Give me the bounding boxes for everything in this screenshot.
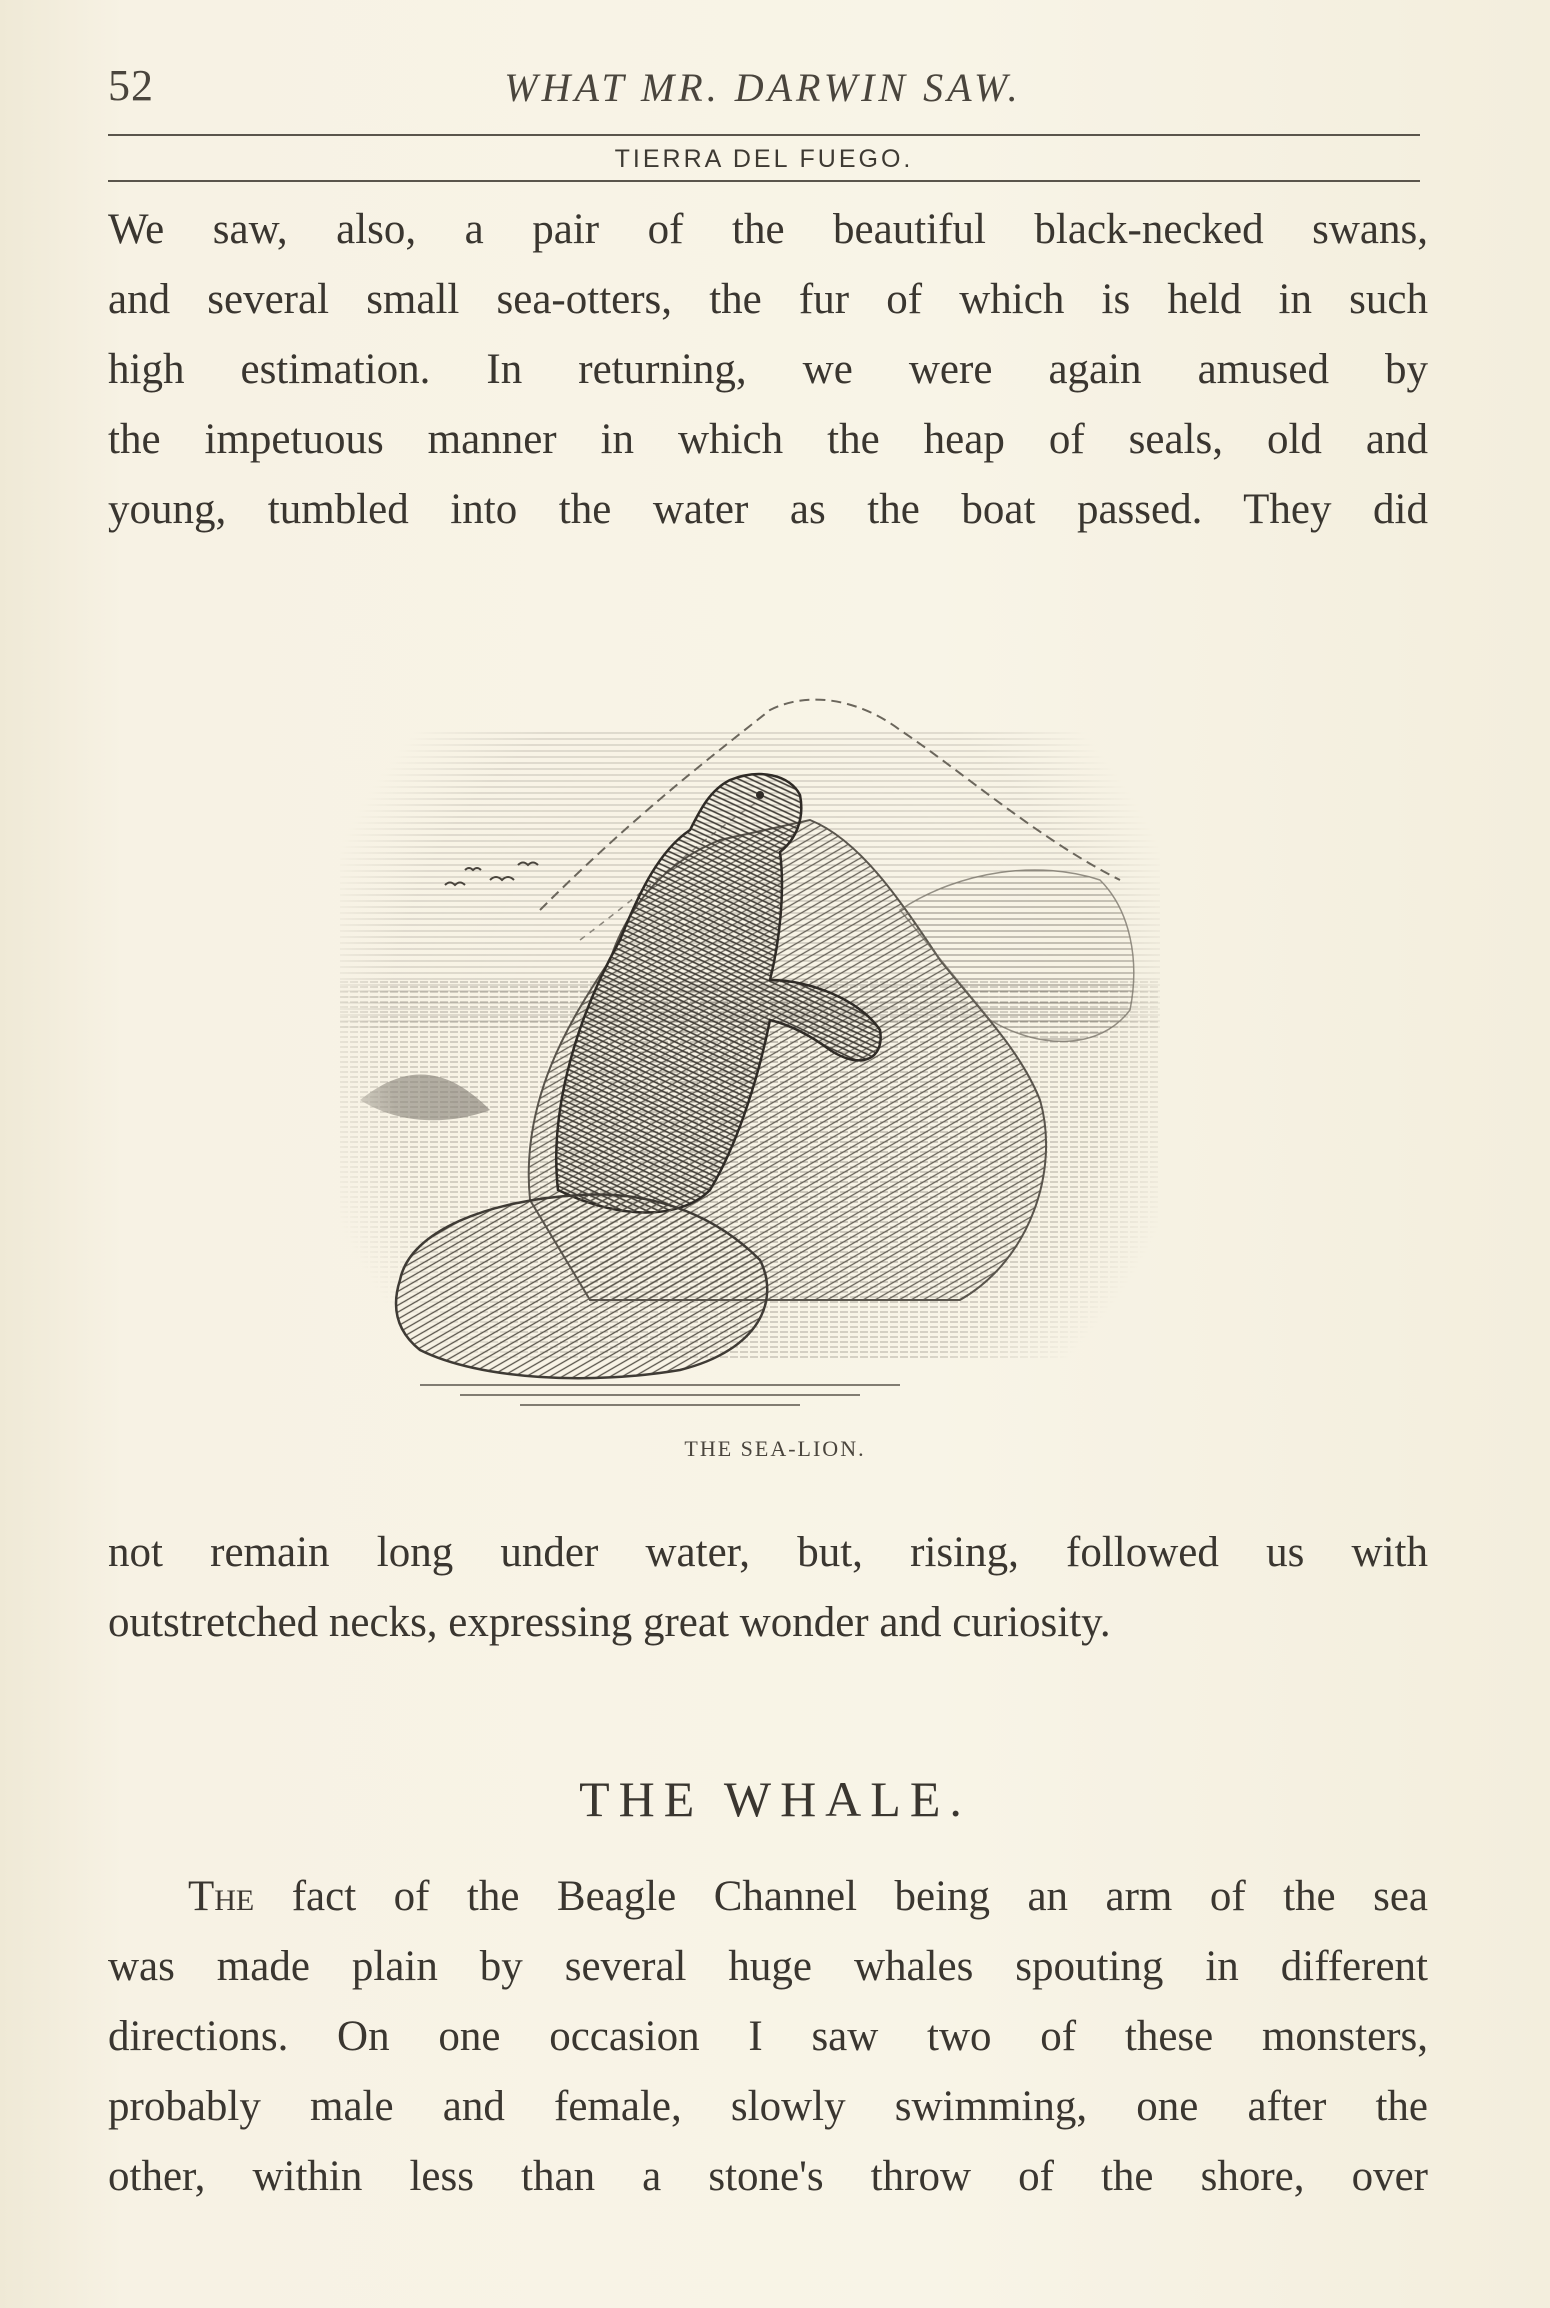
text-line: high estimation. In returning, we were again amused by <box>108 346 1428 393</box>
sea-lion-engraving <box>340 580 1160 1410</box>
page-number: 52 <box>108 61 154 110</box>
text-line: probably male and female, slowly swimming, one after the <box>108 2083 1428 2130</box>
running-title: WHAT MR. DARWIN SAW. <box>504 65 1022 110</box>
text-line: not remain long under water, but, rising, followed us with <box>108 1529 1428 1576</box>
header-rule-top <box>108 134 1420 136</box>
text-line: directions. On one occasion I saw two of these monsters, <box>108 2013 1428 2060</box>
text-line: the impetuous manner in which the heap of seals, old and <box>108 416 1428 463</box>
section-heading: THE WHALE. <box>579 1771 971 1827</box>
paragraph-whale <box>108 1862 1428 2212</box>
foreground-water <box>420 1385 900 1405</box>
text-line: and several small sea-otters, the fur of which is held in such <box>108 276 1428 323</box>
text-line: was made plain by several huge whales spouting in different <box>108 1943 1428 1990</box>
text-line: outstretched necks, expressing great wonder and curiosity. <box>108 1599 1111 1646</box>
text-line: young, tumbled into the water as the boat passed. They did <box>108 486 1428 533</box>
text-line <box>108 1862 1428 1932</box>
text-line: other, within less than a stone's throw of the shore, over <box>108 2153 1428 2200</box>
section-label: TIERRA DEL FUEGO. <box>614 145 914 173</box>
paragraph-swans <box>108 195 1428 545</box>
header-rule-bottom <box>108 180 1420 182</box>
figure-caption: THE SEA-LION. <box>684 1436 866 1461</box>
drop-word: The <box>188 1873 255 1920</box>
text-line: We saw, also, a pair of the beautiful black-necked swans, <box>108 206 1428 253</box>
text-line-rest: fact of the Beagle Channel being an arm of the sea <box>254 1873 1428 1920</box>
running-head <box>108 60 1418 120</box>
paragraph-curiosity <box>108 1518 1428 1658</box>
sea-lion-eye <box>756 791 764 799</box>
